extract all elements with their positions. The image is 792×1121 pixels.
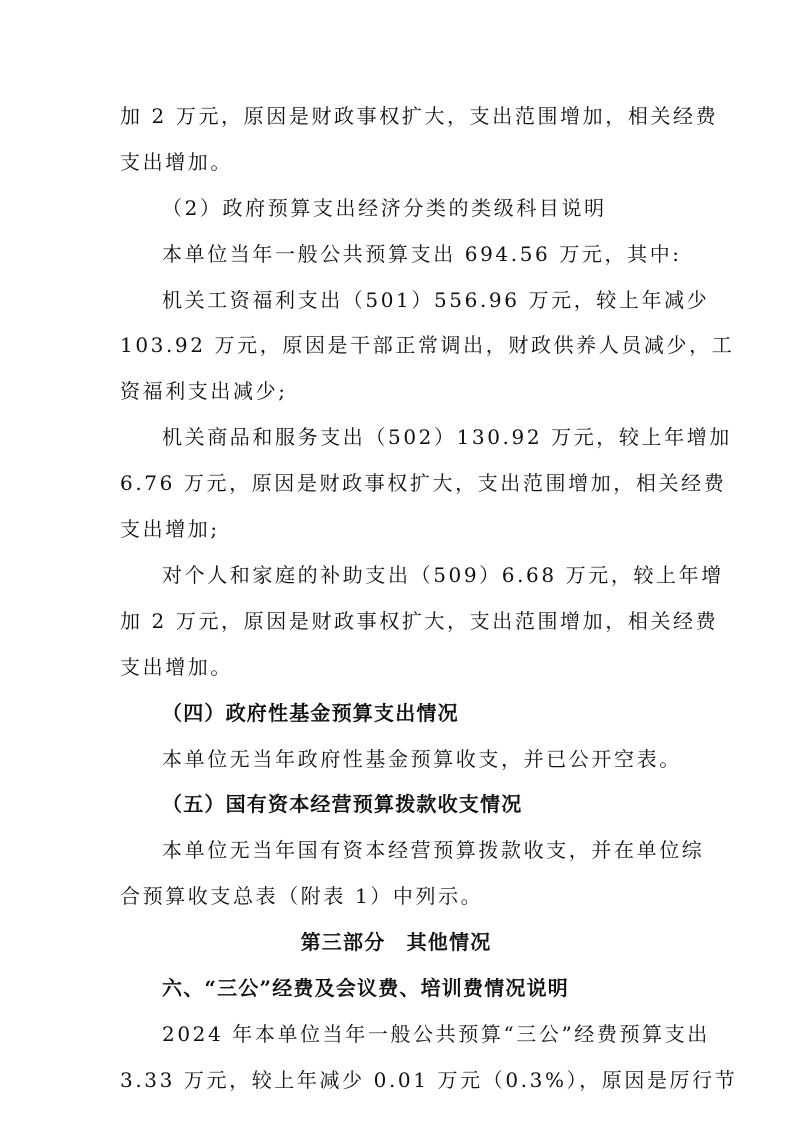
paragraph-line: 加 2 万元，原因是财政事权扩大，支出范围增加，相关经费 — [120, 609, 719, 633]
paragraph-line: 合预算收支总表（附表 1）中列示。 — [120, 884, 484, 908]
paragraph-line: 加 2 万元，原因是财政事权扩大，支出范围增加，相关经费 — [120, 104, 719, 128]
paragraph-line: 支出增加; — [120, 517, 220, 541]
subheading-line: （2）政府预算支出经济分类的类级科目说明 — [162, 196, 607, 220]
paragraph-line: 资福利支出减少; — [120, 379, 288, 403]
paragraph-line: 机关商品和服务支出（502）130.92 万元，较上年增加 — [162, 425, 732, 449]
paragraph-line: 6.76 万元，原因是财政事权扩大，支出范围增加，相关经费 — [120, 471, 727, 495]
paragraph-line: 103.92 万元，原因是干部正常调出，财政供养人员减少，工 — [120, 333, 735, 357]
paragraph-line: 3.33 万元，较上年减少 0.01 万元（0.3%），原因是厉行节 — [120, 1068, 738, 1092]
paragraph-line: 本单位无当年国有资本经营预算拨款收支，并在单位综 — [162, 838, 705, 862]
paragraph-line: 本单位当年一般公共预算支出 694.56 万元，其中: — [162, 242, 682, 266]
paragraph-line: 机关工资福利支出（501）556.96 万元，较上年减少 — [162, 288, 710, 312]
paragraph-line: 2024 年本单位当年一般公共预算“三公”经费预算支出 — [162, 1022, 710, 1046]
paragraph-line: 支出增加。 — [120, 150, 233, 174]
section-heading: （四）政府性基金预算支出情况 — [162, 701, 459, 725]
section-heading: （五）国有资本经营预算拨款收支情况 — [162, 792, 523, 816]
section-heading: 六、“三公”经费及会议费、培训费情况说明 — [162, 976, 570, 1000]
paragraph-line: 本单位无当年政府性基金预算收支，并已公开空表。 — [162, 747, 682, 771]
paragraph-line: 对个人和家庭的补助支出（509）6.68 万元，较上年增 — [162, 563, 724, 587]
part-title: 第三部分 其他情况 — [300, 930, 492, 954]
paragraph-line: 支出增加。 — [120, 655, 233, 679]
